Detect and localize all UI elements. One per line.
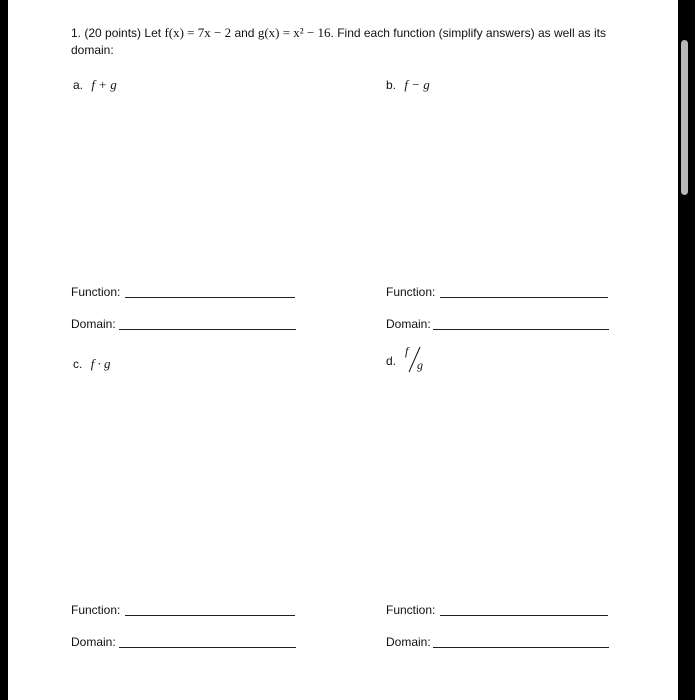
instruction-text: . Find each function (simplify answers) as well as its [330, 26, 606, 40]
domain-answer-line-b[interactable] [433, 329, 609, 330]
g-definition: g(x) = x² − 16 [257, 25, 331, 40]
vertical-scrollbar[interactable] [681, 40, 688, 195]
function-label-c: Function: [71, 603, 121, 617]
domain-answer-line-a[interactable] [119, 329, 296, 330]
domain-label-a: Domain: [71, 317, 116, 331]
domain-label-b: Domain: [386, 317, 431, 331]
function-answer-line-a[interactable] [125, 297, 295, 298]
part-a [73, 77, 117, 93]
function-answer-line-b[interactable] [440, 297, 608, 298]
fraction-slash-icon [400, 344, 430, 376]
worksheet-page [8, 0, 678, 700]
domain-answer-line-c[interactable] [119, 647, 296, 648]
problem-number: 1. [71, 26, 82, 40]
part-c-expression: f · g [90, 356, 111, 371]
part-d-fraction [400, 344, 430, 376]
part-b [386, 77, 430, 93]
function-label-a: Function: [71, 285, 121, 299]
part-d-numerator: f [405, 344, 409, 358]
function-label-b: Function: [386, 285, 436, 299]
part-b-expression: f − g [404, 77, 430, 92]
domain-answer-line-d[interactable] [433, 647, 609, 648]
and-word: and [234, 26, 255, 40]
function-label-d: Function: [386, 603, 436, 617]
problem-statement [71, 25, 606, 41]
part-d-denominator: g [417, 358, 423, 372]
domain-label-d: Domain: [386, 635, 431, 649]
problem-points: (20 points) [84, 26, 142, 40]
f-definition: f(x) = 7x − 2 [164, 25, 232, 40]
function-answer-line-c[interactable] [125, 615, 295, 616]
part-c-letter: c. [73, 357, 83, 371]
let-word: Let [144, 26, 162, 40]
part-d-letter: d. [386, 354, 397, 368]
function-answer-line-d[interactable] [440, 615, 608, 616]
instruction-line-2: domain: [71, 43, 114, 57]
domain-label-c: Domain: [71, 635, 116, 649]
part-a-expression: f + g [91, 77, 117, 92]
part-b-letter: b. [386, 78, 397, 92]
part-a-letter: a. [73, 78, 84, 92]
part-c [73, 356, 111, 372]
